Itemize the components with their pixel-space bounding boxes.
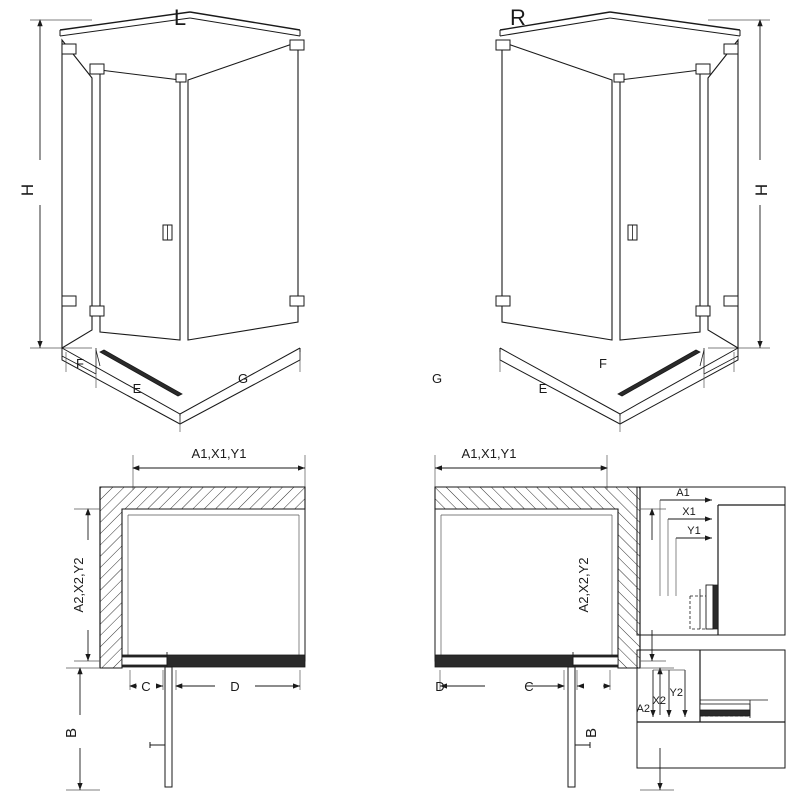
label-detail-y2: Y2 — [669, 687, 683, 699]
view-right-perspective — [496, 12, 770, 432]
label-e-right: E — [538, 381, 548, 396]
label-f-right: F — [599, 356, 607, 371]
label-f-left: F — [76, 356, 84, 371]
label-detail-y1: Y1 — [687, 525, 701, 537]
label-d-left: D — [230, 679, 240, 694]
label-top-dim-right: A1,X1,Y1 — [461, 446, 517, 461]
view-left-perspective — [30, 12, 304, 432]
label-title-right: R — [510, 5, 526, 30]
label-c-left: C — [141, 679, 151, 694]
label-height-right: H — [752, 183, 771, 197]
label-detail-a2: A2 — [636, 703, 650, 715]
label-detail-x2: X2 — [652, 695, 666, 707]
label-b-right: B — [583, 727, 600, 739]
view-right-plan — [435, 455, 674, 790]
label-b-left: B — [63, 727, 80, 739]
label-title-left: L — [173, 5, 187, 30]
label-c-right: C — [524, 679, 534, 694]
label-e-left: E — [132, 381, 142, 396]
label-detail-a1: A1 — [676, 487, 690, 499]
view-left-plan — [66, 455, 305, 790]
label-height-left: H — [18, 183, 37, 197]
label-side-dim-right: A2,X2,Y2 — [576, 557, 591, 613]
label-top-dim-left: A1,X1,Y1 — [191, 446, 247, 461]
label-side-dim-left: A2,X2,Y2 — [71, 557, 86, 613]
label-g-left: G — [237, 371, 249, 386]
label-d-right: D — [435, 679, 445, 694]
label-detail-x1: X1 — [682, 506, 696, 518]
label-g-right: G — [431, 371, 443, 386]
